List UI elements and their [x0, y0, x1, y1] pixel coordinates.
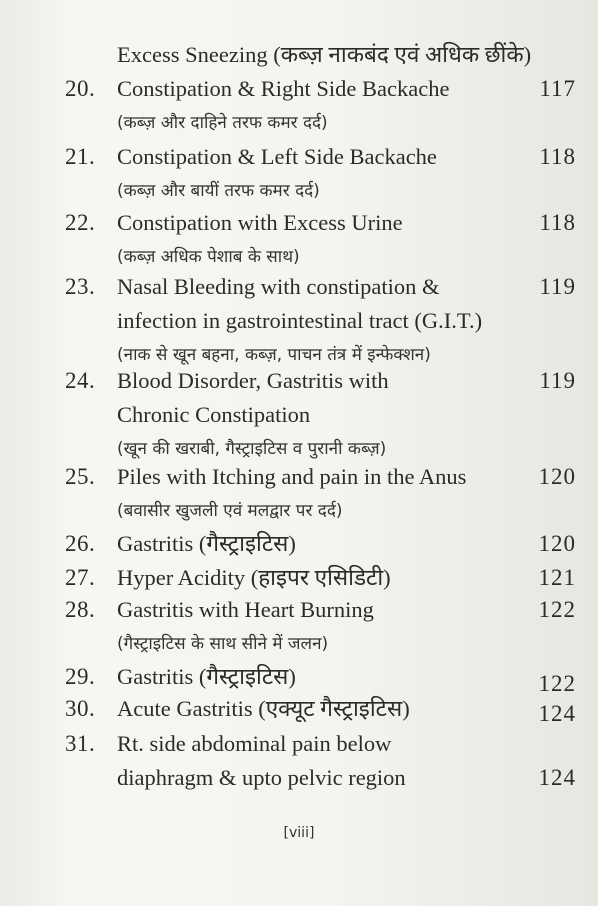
- entry-page-number: 118: [539, 144, 576, 169]
- entry-title-continued: Chronic Constipation: [117, 402, 311, 427]
- toc-entry: [0, 527, 598, 561]
- toc-entry: [0, 561, 598, 595]
- toc-entry: [0, 140, 598, 208]
- entry-title: Nasal Bleeding with constipation &: [117, 274, 440, 299]
- entry-hindi-translation: (कब्ज़ अधिक पेशाब के साथ): [117, 247, 300, 267]
- entry-number: 22.: [65, 210, 96, 235]
- entry-title-continued: diaphragm & upto pelvic region: [117, 765, 406, 790]
- entry-number: 29.: [65, 664, 96, 689]
- entry-page-number: 120: [538, 464, 576, 489]
- entry-number: 23.: [65, 274, 96, 299]
- entry-page-number: 122: [538, 597, 576, 622]
- toc-entry: [0, 270, 598, 372]
- entry-title: Constipation & Left Side Backache: [117, 144, 437, 169]
- entry-title: Blood Disorder, Gastritis with: [117, 368, 389, 393]
- entry-title: Excess Sneezing (कब्ज़ नाकबंद एवं अधिक छींके): [117, 42, 532, 67]
- entry-title: Rt. side abdominal pain below: [117, 731, 392, 756]
- entry-number: 24.: [65, 368, 96, 393]
- entry-number: 20.: [65, 76, 96, 101]
- entry-hindi-translation: (गैस्ट्राइटिस के साथ सीने में जलन): [117, 634, 329, 654]
- entry-title: Gastritis (गैस्ट्राइटिस): [117, 531, 296, 556]
- entry-number: 30.: [65, 696, 96, 721]
- toc-entry: [0, 660, 598, 694]
- toc-entry: [0, 727, 598, 795]
- entry-number: 27.: [65, 565, 96, 590]
- entry-page-number: 121: [538, 565, 576, 590]
- entry-title: Piles with Itching and pain in the Anus: [117, 464, 467, 489]
- entry-number: 28.: [65, 597, 96, 622]
- page-footer-number: [viii]: [283, 825, 315, 841]
- toc-entry: [0, 364, 598, 466]
- toc-entry: [0, 72, 598, 140]
- entry-title: Gastritis (गैस्ट्राइटिस): [117, 664, 296, 689]
- entry-page-number: 122: [538, 671, 576, 696]
- toc-entry: [0, 692, 598, 726]
- entry-page-number: 118: [539, 210, 576, 235]
- entry-hindi-translation: (कब्ज़ और बायीं तरफ कमर दर्द): [117, 181, 320, 201]
- entry-hindi-translation: (बवासीर खुजली एवं मलद्वार पर दर्द): [117, 501, 343, 521]
- entry-page-number: 117: [539, 76, 576, 101]
- entry-title: Constipation with Excess Urine: [117, 210, 403, 235]
- entry-page-number: 124: [538, 701, 576, 726]
- toc-entry: [0, 206, 598, 274]
- entry-page-number: 124: [538, 765, 576, 790]
- entry-number: 25.: [65, 464, 96, 489]
- entry-title: Constipation & Right Side Backache: [117, 76, 450, 101]
- entry-number: 31.: [65, 731, 96, 756]
- entry-title: Acute Gastritis (एक्यूट गैस्ट्राइटिस): [117, 696, 410, 721]
- entry-hindi-translation: (खून की खराबी, गैस्ट्राइटिस व पुरानी कब्ज़): [117, 439, 387, 459]
- entry-page-number: 119: [539, 274, 576, 299]
- entry-title-continued: infection in gastrointestinal tract (G.I.T.): [117, 308, 483, 333]
- entry-hindi-translation: (कब्ज़ और दाहिने तरफ कमर दर्द): [117, 113, 328, 133]
- entry-page-number: 119: [539, 368, 576, 393]
- entry-number: 21.: [65, 144, 96, 169]
- entry-title: Hyper Acidity (हाइपर एसिडिटी): [117, 565, 391, 590]
- entry-number: 26.: [65, 531, 96, 556]
- entry-hindi-translation: (नाक से खून बहना, कब्ज़, पाचन तंत्र में इन्फेक्शन): [117, 345, 431, 365]
- entry-page-number: 120: [538, 531, 576, 556]
- toc-entry: [0, 38, 598, 72]
- toc-entry: [0, 460, 598, 528]
- entry-title: Gastritis with Heart Burning: [117, 597, 374, 622]
- toc-entry: [0, 593, 598, 661]
